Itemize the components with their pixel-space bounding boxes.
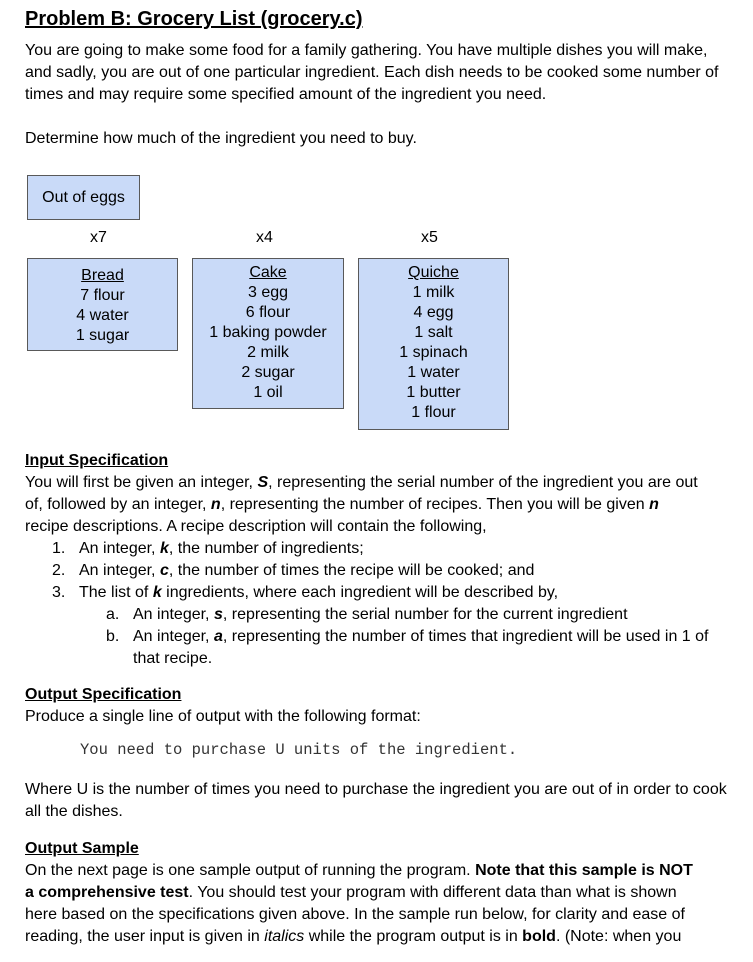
output-sample-line: here based on the specifications given above. In the sample run below, for clarity and ease of bbox=[25, 906, 685, 923]
list-item: 2. An integer, c, the number of times the recipe will be cooked; and bbox=[52, 562, 535, 579]
output-sample-line: On the next page is one sample output of running the program. Note that this sample is NOT bbox=[25, 862, 693, 879]
output-format-line: You need to purchase U units of the ingredient. bbox=[80, 741, 518, 759]
output-sample-heading: Output Sample bbox=[25, 840, 139, 857]
output-where-text: Where U is the number of times you need to purchase the ingredient you are out of in order to cook all the dishes. bbox=[25, 781, 727, 820]
out-of-eggs-box: Out of eggs bbox=[27, 175, 140, 220]
sub-list-item: a. An integer, s, representing the serial number for the current ingredient bbox=[106, 606, 628, 623]
ingredient: 3 egg bbox=[247, 284, 289, 301]
ingredient: 4 water bbox=[76, 307, 129, 324]
ingredient: 1 water bbox=[407, 364, 460, 381]
recipe-name: Quiche bbox=[408, 264, 459, 281]
output-spec-text: Produce a single line of output with the following format: bbox=[25, 708, 421, 725]
ingredient: 2 milk bbox=[247, 344, 289, 361]
ingredient: 1 baking powder bbox=[209, 324, 327, 341]
ingredient: 1 spinach bbox=[399, 344, 468, 361]
input-spec-line: You will first be given an integer, S, representing the serial number of the ingredient you are out bbox=[25, 474, 698, 491]
ingredient: 7 flour bbox=[80, 287, 125, 304]
list-item: 3. The list of k ingredients, where each ingredient will be described by, bbox=[52, 584, 559, 601]
sub-list-item-continuation: that recipe. bbox=[133, 650, 213, 667]
output-sample-line: a comprehensive test. You should test your program with different data than what is shown bbox=[25, 884, 677, 901]
cake-recipe-box bbox=[192, 258, 344, 409]
ingredient: 4 egg bbox=[413, 304, 454, 321]
quiche-recipe-box bbox=[358, 258, 509, 430]
intro-paragraph: You are going to make some food for a family gathering. You have multiple dishes you will make, and sadly, you are out of one particular ingredient. Each dish needs to be cooked some number of times and may require some specified amount of the ingredient you need. bbox=[25, 42, 719, 103]
ingredient: 6 flour bbox=[245, 304, 291, 321]
problem-title: Problem B: Grocery List (grocery.c) bbox=[25, 8, 363, 30]
ingredient: 2 sugar bbox=[241, 364, 295, 381]
recipe-name: Bread bbox=[81, 267, 124, 284]
ingredient: 1 sugar bbox=[75, 327, 130, 344]
cake-multiplier: x4 bbox=[256, 229, 273, 246]
input-spec-line: recipe descriptions. A recipe description will contain the following, bbox=[25, 518, 487, 535]
quiche-multiplier: x5 bbox=[421, 229, 438, 246]
bread-multiplier: x7 bbox=[90, 229, 107, 246]
output-spec-heading: Output Specification bbox=[25, 686, 182, 703]
ingredient: 1 butter bbox=[406, 384, 461, 401]
input-spec-line: of, followed by an integer, n, representing the number of recipes. Then you will be given n bbox=[25, 496, 659, 513]
sub-list-item: b. An integer, a, representing the number of times that ingredient will be used in 1 of bbox=[106, 628, 709, 645]
recipe-name: Cake bbox=[249, 264, 287, 281]
ingredient: 1 milk bbox=[412, 284, 455, 301]
list-item: 1. An integer, k, the number of ingredients; bbox=[52, 540, 364, 557]
bread-recipe-box bbox=[27, 258, 178, 351]
ingredient: 1 flour bbox=[411, 404, 456, 421]
output-sample-line: reading, the user input is given in italics while the program output is in bold. (Note: when you bbox=[25, 928, 682, 945]
ingredient: 1 salt bbox=[414, 324, 453, 341]
input-spec-heading: Input Specification bbox=[25, 452, 169, 469]
determine-sentence: Determine how much of the ingredient you need to buy. bbox=[25, 130, 417, 147]
ingredient: 1 oil bbox=[253, 384, 283, 401]
